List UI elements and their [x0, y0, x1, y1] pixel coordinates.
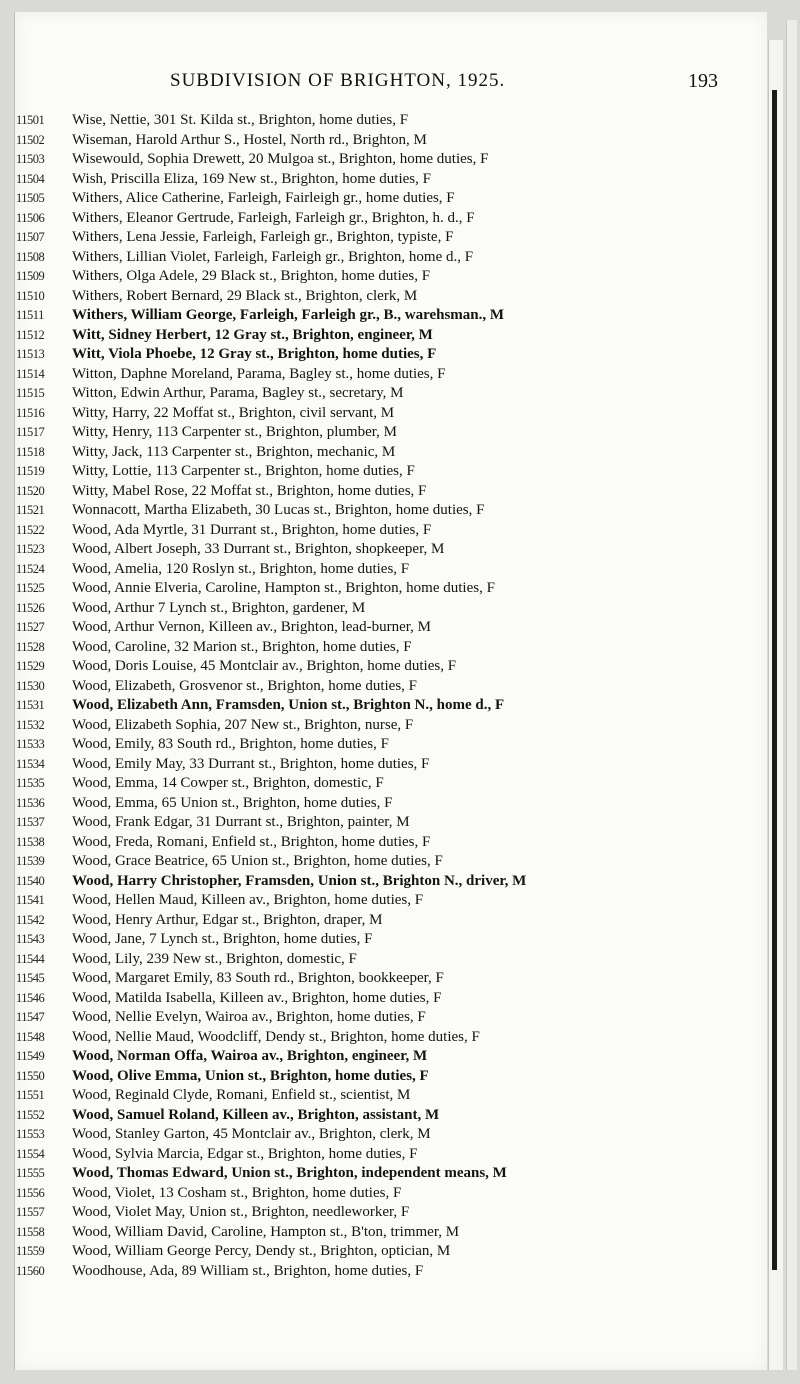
- entry-text: Wood, Elizabeth Ann, Framsden, Union st., Brighton N., home d., F: [72, 697, 505, 713]
- entry-text: Wood, Frank Edgar, 31 Durrant st., Brighton, painter, M: [72, 814, 410, 830]
- list-item: [14, 170, 766, 190]
- entry-text: Withers, Lillian Violet, Farleigh, Farleigh gr., Brighton, home d., F: [72, 248, 474, 265]
- list-item: [14, 599, 766, 619]
- entry-number: 11535: [16, 776, 45, 790]
- list-item: [14, 306, 766, 326]
- entry-number: 11533: [16, 737, 45, 751]
- list-item: [14, 852, 766, 872]
- entry-text: Wiseman, Harold Arthur S., Hostel, North rd., Brighton, M: [72, 131, 427, 148]
- list-item: [14, 891, 766, 911]
- list-item: [14, 833, 766, 853]
- entry-text: Wood, Emma, 14 Cowper st., Brighton, domestic, F: [72, 775, 384, 791]
- list-item: [14, 248, 766, 268]
- page-header: [14, 70, 766, 100]
- entry-number: 11539: [16, 854, 45, 868]
- list-item: [14, 1125, 766, 1145]
- list-item: [14, 950, 766, 970]
- entry-text: Wood, Arthur 7 Lynch st., Brighton, gardener, M: [72, 599, 366, 616]
- entry-text: Witty, Jack, 113 Carpenter st., Brighton, mechanic, M: [72, 443, 396, 460]
- list-item: [14, 1047, 766, 1067]
- list-item: [14, 794, 766, 814]
- list-item: [14, 579, 766, 599]
- entry-number: 11545: [16, 971, 45, 985]
- entry-text: Wood, Matilda Isabella, Killeen av., Brighton, home duties, F: [72, 989, 442, 1006]
- entry-text: Wood, Amelia, 120 Roslyn st., Brighton, home duties, F: [72, 560, 410, 577]
- entry-text: Witton, Daphne Moreland, Parama, Bagley st., home duties, F: [72, 365, 446, 382]
- list-item: [14, 189, 766, 209]
- entry-text: Wood, Albert Joseph, 33 Durrant st., Brighton, shopkeeper, M: [72, 541, 445, 557]
- list-item: [14, 989, 766, 1009]
- list-item: [14, 1262, 766, 1282]
- entry-text: Witton, Edwin Arthur, Parama, Bagley st., secretary, M: [72, 385, 404, 401]
- entry-number: 11551: [16, 1088, 45, 1102]
- entry-number: 11504: [16, 171, 45, 186]
- entry-text: Wisewould, Sophia Drewett, 20 Mulgoa st., Brighton, home duties, F: [72, 151, 489, 167]
- entry-number: 11517: [16, 425, 45, 439]
- entry-number: 11502: [16, 132, 45, 147]
- list-item: [14, 267, 766, 287]
- entry-text: Witty, Henry, 113 Carpenter st., Brighton, plumber, M: [72, 424, 397, 440]
- list-item: [14, 1184, 766, 1204]
- list-item: [14, 423, 766, 443]
- list-item: [14, 969, 766, 989]
- entry-text: Wood, Samuel Roland, Killeen av., Brighton, assistant, M: [72, 1106, 440, 1123]
- entry-number: 11548: [16, 1029, 45, 1044]
- entry-text: Wonnacott, Martha Elizabeth, 30 Lucas st., Brighton, home duties, F: [72, 502, 485, 518]
- entry-number: 11513: [16, 347, 45, 361]
- list-item: [14, 111, 766, 131]
- entry-number: 11543: [16, 932, 45, 946]
- page-number: 193: [688, 70, 718, 92]
- list-item: [14, 150, 766, 170]
- entry-text: Wood, Violet, 13 Cosham st., Brighton, home duties, F: [72, 1184, 402, 1201]
- page-title: SUBDIVISION OF BRIGHTON, 1925.: [170, 70, 506, 91]
- entry-text: Witt, Sidney Herbert, 12 Gray st., Brighton, engineer, M: [72, 326, 433, 343]
- entry-text: Withers, Robert Bernard, 29 Black st., Brighton, clerk, M: [72, 287, 418, 304]
- entry-number: 11528: [16, 639, 45, 654]
- list-item: [14, 1086, 766, 1106]
- entry-text: Wood, William George Percy, Dendy st., Brighton, optician, M: [72, 1243, 451, 1259]
- list-item: [14, 482, 766, 502]
- entry-number: 11523: [16, 542, 45, 556]
- entry-number: 11544: [16, 951, 45, 966]
- entry-text: Wood, Emily May, 33 Durrant st., Brighton, home duties, F: [72, 755, 430, 772]
- entry-number: 11526: [16, 600, 45, 615]
- entry-number: 11519: [16, 464, 45, 478]
- entry-number: 11542: [16, 912, 45, 927]
- entry-number: 11554: [16, 1146, 45, 1161]
- entry-number: 11556: [16, 1185, 45, 1200]
- list-item: [14, 287, 766, 307]
- list-item: [14, 443, 766, 463]
- entry-text: Wise, Nettie, 301 St. Kilda st., Brighton, home duties, F: [72, 112, 409, 128]
- entry-number: 11558: [16, 1224, 45, 1239]
- entry-text: Wood, Hellen Maud, Killeen av., Brighton, home duties, F: [72, 892, 424, 908]
- entry-number: 11501: [16, 113, 45, 127]
- list-item: [14, 1067, 766, 1087]
- entry-number: 11515: [16, 386, 45, 400]
- entry-text: Wood, Harry Christopher, Framsden, Union st., Brighton N., driver, M: [72, 872, 527, 889]
- entry-text: Wood, Henry Arthur, Edgar st., Brighton, draper, M: [72, 911, 383, 928]
- list-item: [14, 560, 766, 580]
- entry-number: 11520: [16, 483, 45, 498]
- list-item: [14, 209, 766, 229]
- list-item: [14, 228, 766, 248]
- entry-number: 11547: [16, 1010, 45, 1024]
- entry-text: Witt, Viola Phoebe, 12 Gray st., Brighton, home duties, F: [72, 346, 437, 362]
- entry-text: Withers, William George, Farleigh, Farleigh gr., B., warehsman., M: [72, 307, 505, 323]
- entry-text: Wood, Arthur Vernon, Killeen av., Brighton, lead-burner, M: [72, 619, 431, 635]
- list-item: [14, 501, 766, 521]
- entry-text: Withers, Eleanor Gertrude, Farleigh, Farleigh gr., Brighton, h. d., F: [72, 209, 475, 226]
- entry-text: Wood, Doris Louise, 45 Montclair av., Brighton, home duties, F: [72, 658, 457, 674]
- list-item: [14, 696, 766, 716]
- entry-text: Wood, Grace Beatrice, 65 Union st., Brighton, home duties, F: [72, 853, 443, 869]
- entry-text: Wood, Violet May, Union st., Brighton, needleworker, F: [72, 1204, 410, 1220]
- list-item: [14, 716, 766, 736]
- entry-text: Wood, Annie Elveria, Caroline, Hampton st., Brighton, home duties, F: [72, 580, 495, 596]
- entry-number: 11506: [16, 210, 45, 225]
- entry-text: Wood, Freda, Romani, Enfield st., Brighton, home duties, F: [72, 833, 431, 850]
- entry-number: 11559: [16, 1244, 45, 1258]
- list-item: [14, 872, 766, 892]
- entry-number: 11540: [16, 873, 45, 888]
- list-item: [14, 618, 766, 638]
- entry-number: 11534: [16, 756, 45, 771]
- entry-number: 11527: [16, 620, 45, 634]
- entry-text: Wood, Ada Myrtle, 31 Durrant st., Brighton, home duties, F: [72, 521, 432, 538]
- list-item: [14, 813, 766, 833]
- entry-number: 11512: [16, 327, 45, 342]
- entry-text: Wood, Elizabeth Sophia, 207 New st., Brighton, nurse, F: [72, 716, 414, 733]
- entry-text: Wood, Nellie Maud, Woodcliff, Dendy st., Brighton, home duties, F: [72, 1028, 480, 1045]
- entry-number: 11553: [16, 1127, 45, 1141]
- list-item: [14, 735, 766, 755]
- entry-number: 11541: [16, 893, 45, 907]
- entry-number: 11536: [16, 795, 45, 810]
- entry-number: 11511: [16, 308, 44, 322]
- list-item: [14, 1106, 766, 1126]
- list-item: [14, 1008, 766, 1028]
- entry-text: Wood, Norman Offa, Wairoa av., Brighton, engineer, M: [72, 1048, 428, 1064]
- entry-text: Wood, Emma, 65 Union st., Brighton, home duties, F: [72, 794, 393, 811]
- entry-number: 11550: [16, 1068, 45, 1083]
- entry-text: Witty, Mabel Rose, 22 Moffat st., Brighton, home duties, F: [72, 482, 427, 499]
- entry-text: Wood, Emily, 83 South rd., Brighton, home duties, F: [72, 736, 389, 752]
- list-item: [14, 1028, 766, 1048]
- entry-number: 11524: [16, 561, 45, 576]
- entry-number: 11538: [16, 834, 45, 849]
- entry-text: Woodhouse, Ada, 89 William st., Brighton, home duties, F: [72, 1262, 424, 1279]
- list-item: [14, 1164, 766, 1184]
- entry-number: 11560: [16, 1263, 45, 1278]
- entry-number: 11521: [16, 503, 45, 517]
- electoral-roll-list: [14, 111, 766, 1281]
- entry-number: 11531: [16, 698, 45, 712]
- entry-number: 11522: [16, 522, 45, 537]
- entry-text: Withers, Lena Jessie, Farleigh, Farleigh gr., Brighton, typiste, F: [72, 229, 454, 245]
- entry-text: Withers, Olga Adele, 29 Black st., Brighton, home duties, F: [72, 268, 431, 284]
- entry-text: Wood, Thomas Edward, Union st., Brighton, independent means, M: [72, 1165, 507, 1181]
- entry-number: 11516: [16, 405, 45, 420]
- entry-text: Wood, Nellie Evelyn, Wairoa av., Brighton, home duties, F: [72, 1009, 426, 1025]
- list-item: [14, 657, 766, 677]
- entry-text: Wood, Reginald Clyde, Romani, Enfield st., scientist, M: [72, 1087, 411, 1103]
- entry-number: 11509: [16, 269, 45, 283]
- entry-text: Witty, Lottie, 113 Carpenter st., Brighton, home duties, F: [72, 463, 415, 479]
- entry-number: 11537: [16, 815, 45, 829]
- entry-number: 11546: [16, 990, 45, 1005]
- list-item: [14, 404, 766, 424]
- entry-number: 11530: [16, 678, 45, 693]
- list-item: [14, 755, 766, 775]
- entry-text: Wood, Elizabeth, Grosvenor st., Brighton, home duties, F: [72, 677, 417, 694]
- list-item: [14, 131, 766, 151]
- list-item: [14, 1242, 766, 1262]
- entry-number: 11503: [16, 152, 45, 166]
- list-item: [14, 677, 766, 697]
- entry-text: Wood, Olive Emma, Union st., Brighton, home duties, F: [72, 1067, 429, 1084]
- entry-text: Wood, Sylvia Marcia, Edgar st., Brighton, home duties, F: [72, 1145, 418, 1162]
- entry-number: 11518: [16, 444, 45, 459]
- list-item: [14, 638, 766, 658]
- binding-rule: [772, 90, 777, 1270]
- list-item: [14, 1223, 766, 1243]
- list-item: [14, 540, 766, 560]
- list-item: [14, 1145, 766, 1165]
- page-edge: [786, 20, 797, 1370]
- list-item: [14, 774, 766, 794]
- entry-number: 11525: [16, 581, 45, 595]
- entry-number: 11557: [16, 1205, 45, 1219]
- list-item: [14, 1203, 766, 1223]
- entry-text: Withers, Alice Catherine, Farleigh, Fairleigh gr., home duties, F: [72, 190, 455, 206]
- entry-text: Wood, Lily, 239 New st., Brighton, domestic, F: [72, 950, 357, 967]
- entry-number: 11508: [16, 249, 45, 264]
- entry-number: 11507: [16, 230, 45, 244]
- entry-number: 11510: [16, 288, 45, 303]
- entry-text: Witty, Harry, 22 Moffat st., Brighton, civil servant, M: [72, 404, 395, 421]
- entry-number: 11555: [16, 1166, 45, 1180]
- entry-number: 11552: [16, 1107, 45, 1122]
- entry-text: Wood, Caroline, 32 Marion st., Brighton, home duties, F: [72, 638, 412, 655]
- entry-number: 11505: [16, 191, 45, 205]
- entry-number: 11529: [16, 659, 45, 673]
- entry-text: Wish, Priscilla Eliza, 169 New st., Brighton, home duties, F: [72, 170, 431, 187]
- list-item: [14, 930, 766, 950]
- entry-text: Wood, Jane, 7 Lynch st., Brighton, home duties, F: [72, 931, 373, 947]
- list-item: [14, 365, 766, 385]
- list-item: [14, 326, 766, 346]
- entry-text: Wood, William David, Caroline, Hampton st., B'ton, trimmer, M: [72, 1223, 460, 1240]
- entry-number: 11514: [16, 366, 45, 381]
- list-item: [14, 384, 766, 404]
- entry-text: Wood, Margaret Emily, 83 South rd., Brighton, bookkeeper, F: [72, 970, 444, 986]
- entry-number: 11549: [16, 1049, 45, 1063]
- entry-number: 11532: [16, 717, 45, 732]
- entry-text: Wood, Stanley Garton, 45 Montclair av., Brighton, clerk, M: [72, 1126, 431, 1142]
- list-item: [14, 345, 766, 365]
- list-item: [14, 911, 766, 931]
- list-item: [14, 462, 766, 482]
- list-item: [14, 521, 766, 541]
